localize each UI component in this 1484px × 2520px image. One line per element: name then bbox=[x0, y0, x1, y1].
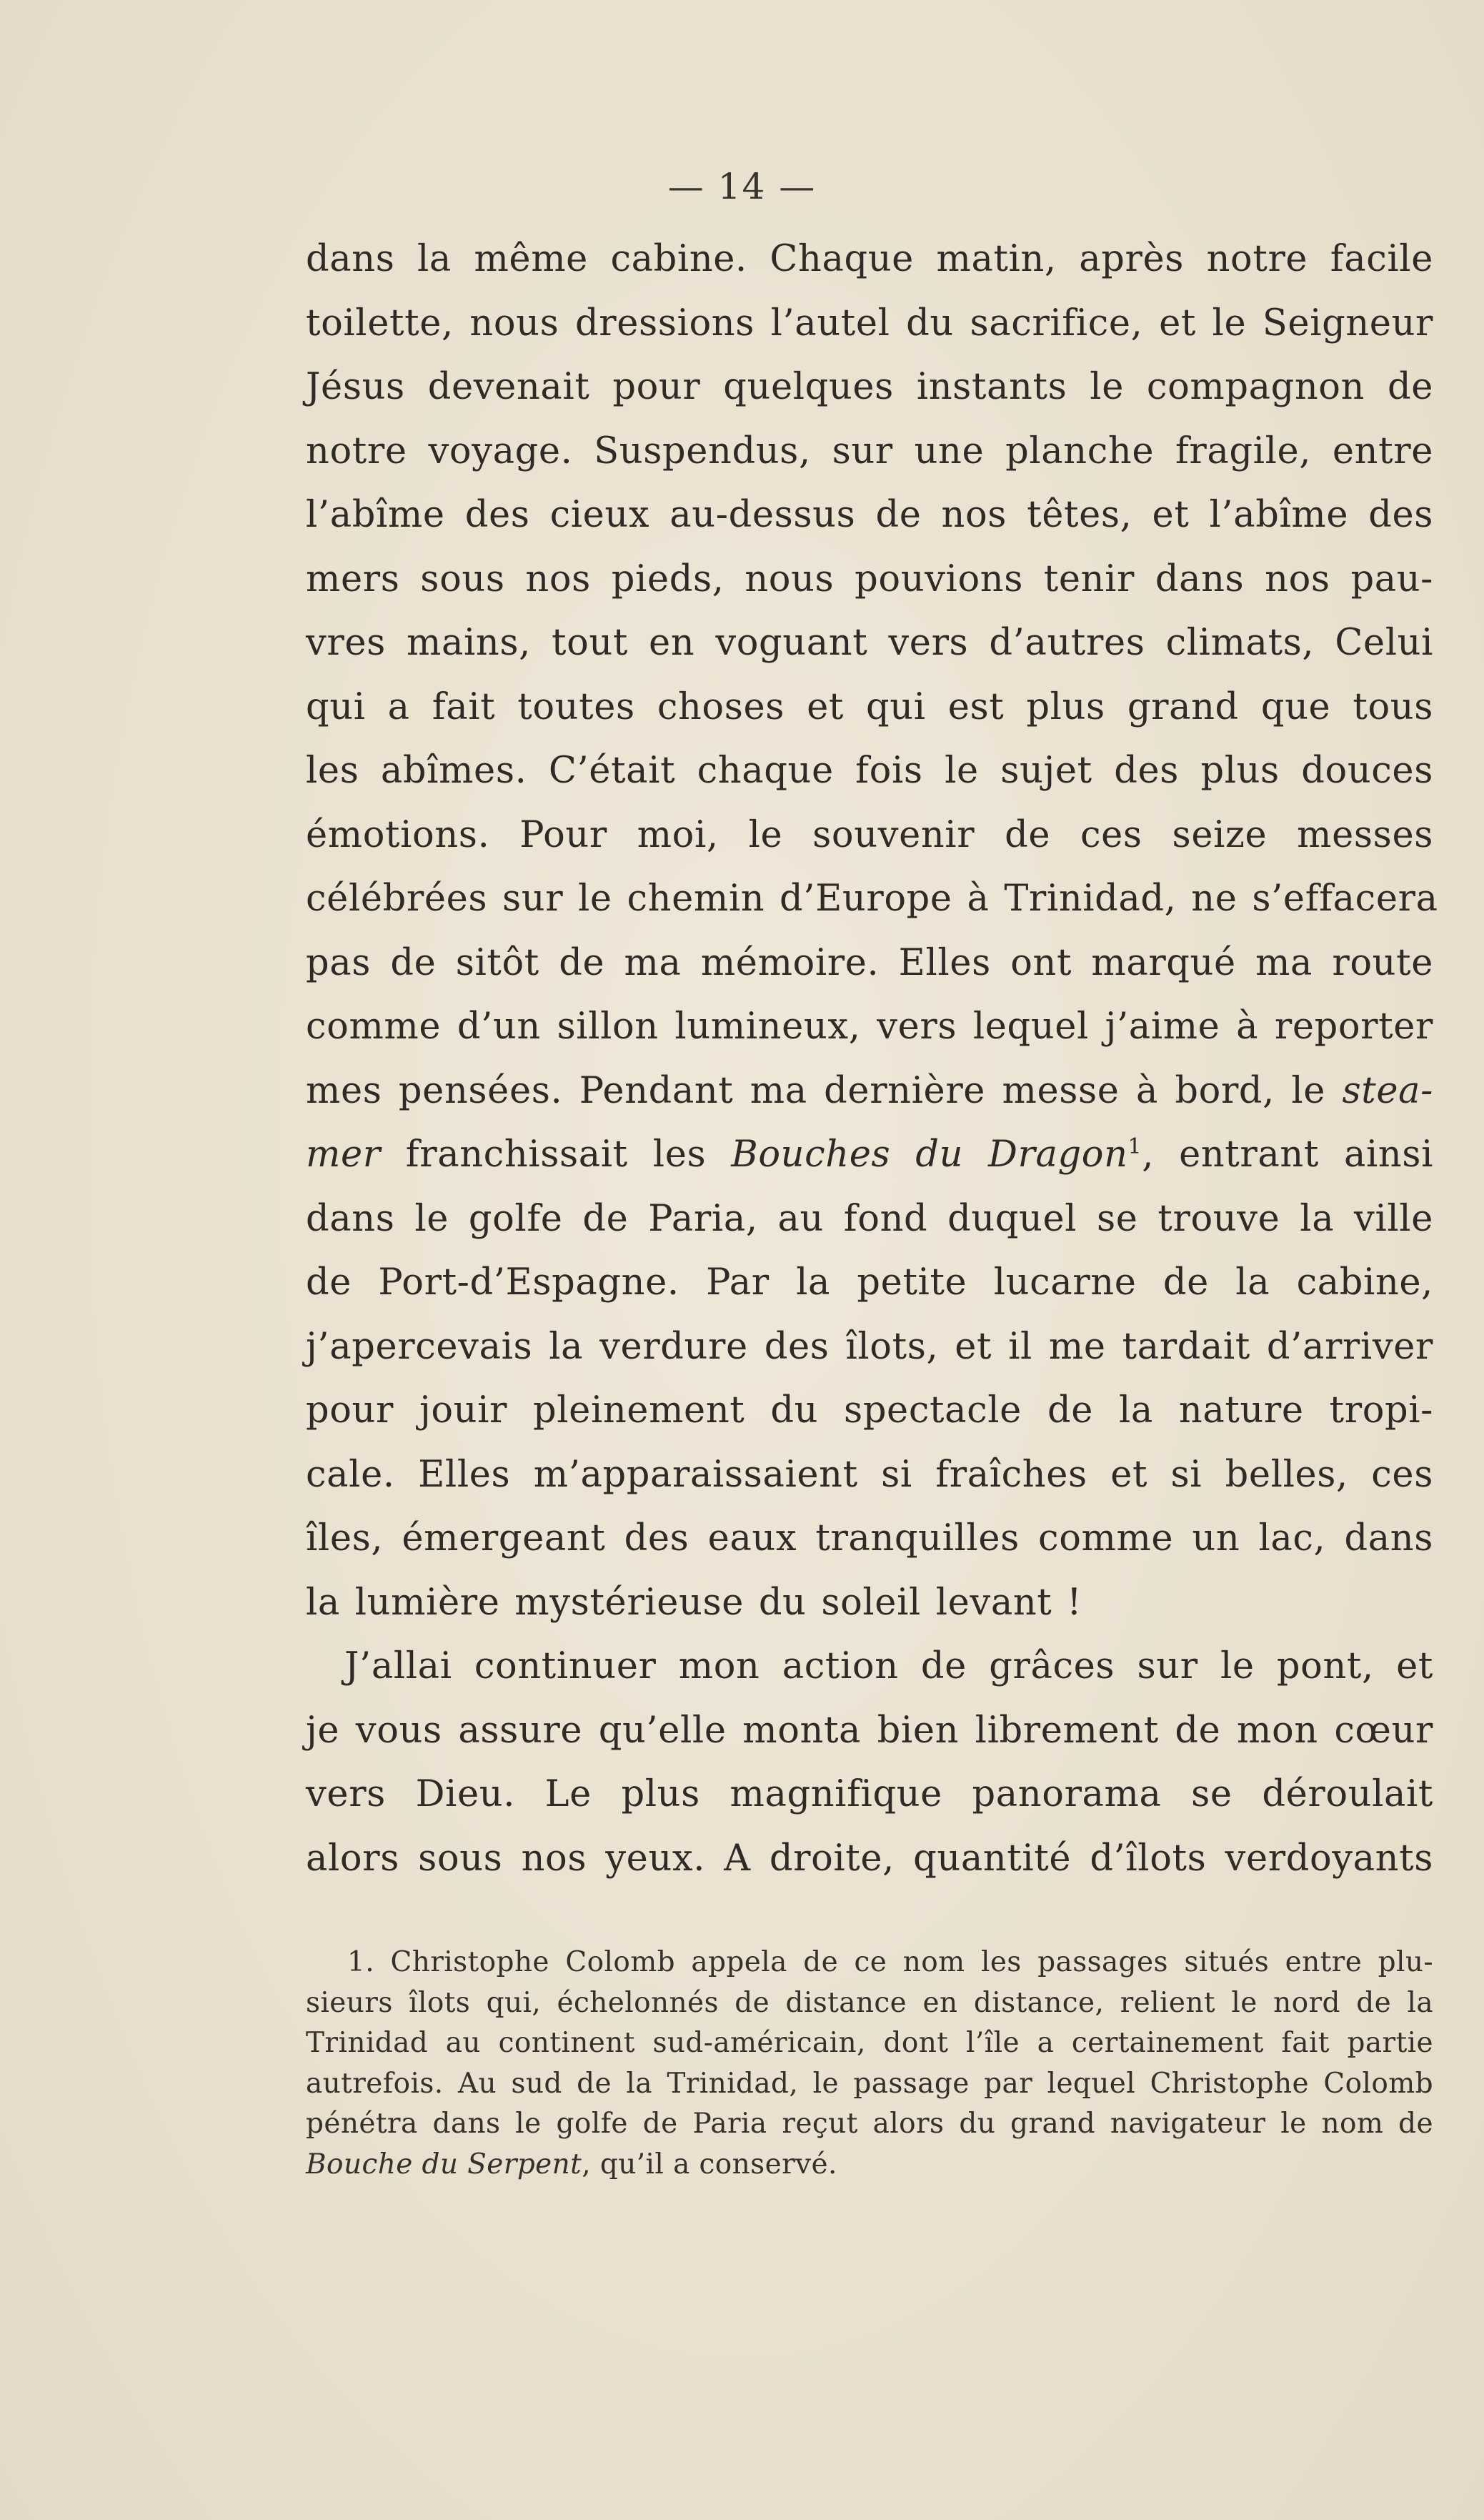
text-line: pas de sitôt de ma mémoire. Elles ont marqué ma route bbox=[306, 941, 1433, 984]
footnote-line: 1. Christophe Colomb appela de ce nom les passages situés entre plu- bbox=[347, 1946, 1433, 1978]
footnote-line: autrefois. Au sud de la Trinidad, le passage par lequel Christophe Colomb bbox=[306, 2067, 1433, 2100]
italic-text: stea- bbox=[1342, 1069, 1433, 1112]
text-line: de Port-d’Espagne. Par la petite lucarne de la cabine, bbox=[306, 1261, 1433, 1304]
footnote-line: sieurs îlots qui, échelonnés de distance en distance, relient le nord de la bbox=[306, 1986, 1433, 2019]
footnote bbox=[306, 1943, 1433, 2185]
text-line: Jésus devenait pour quelques instants le compagnon de bbox=[306, 366, 1433, 408]
footnote-line bbox=[306, 2145, 1433, 2186]
text-line: qui a fait toutes choses et qui est plus grand que tous bbox=[306, 685, 1433, 728]
text-line: alors sous nos yeux. A droite, quantité d’îlots verdoyants bbox=[306, 1837, 1433, 1880]
text-line: notre voyage. Suspendus, sur une planche fragile, entre bbox=[306, 430, 1433, 472]
text-line: la lumière mystérieuse du soleil levant ! bbox=[306, 1581, 1082, 1624]
text-segment: franchissait les bbox=[380, 1133, 732, 1176]
text-segment: mes pensées. Pendant ma dernière messe à bord, le bbox=[306, 1069, 1343, 1112]
text-line: mers sous nos pieds, nous pouvions tenir dans nos pau- bbox=[306, 557, 1433, 600]
text-line bbox=[306, 1123, 1433, 1187]
footnote-line: Trinidad au continent sud-américain, dont l’île a certainement fait partie bbox=[306, 2027, 1433, 2059]
page-number: — 14 — bbox=[667, 166, 817, 207]
text-line: célébrées sur le chemin d’Europe à Trinidad, ne s’effacera bbox=[306, 878, 1438, 920]
text-line: vers Dieu. Le plus magnifique panorama se déroulait bbox=[306, 1773, 1433, 1815]
text-line: dans la même cabine. Chaque matin, après notre facile bbox=[306, 238, 1433, 280]
text-line: îles, émergeant des eaux tranquilles comme un lac, dans bbox=[306, 1517, 1433, 1559]
text-line: émotions. Pour moi, le souvenir de ces seize messes bbox=[306, 813, 1433, 856]
text-line: je vous assure qu’elle monta bien librement de mon cœur bbox=[306, 1709, 1433, 1752]
text-line: pour jouir pleinement du spectacle de la nature tropi- bbox=[306, 1389, 1433, 1432]
text-line: cale. Elles m’apparaissaient si fraîches et si belles, ces bbox=[306, 1453, 1433, 1496]
text-line: toilette, nous dressions l’autel du sacrifice, et le Seigneur bbox=[306, 302, 1433, 344]
footnote-reference[interactable]: 1 bbox=[1127, 1134, 1142, 1159]
text-line: les abîmes. C’était chaque fois le sujet des plus douces bbox=[306, 750, 1433, 792]
text-line: comme d’un sillon lumineux, vers lequel j’aime à reporter bbox=[306, 1006, 1433, 1048]
text-segment: , qu’il a conservé. bbox=[582, 2148, 837, 2181]
text-line: J’allai continuer mon action de grâces sur le pont, et bbox=[344, 1645, 1433, 1687]
footnote-line: pénétra dans le golfe de Paria reçut alors du grand navigateur le nom de bbox=[306, 2108, 1433, 2140]
italic-text: mer bbox=[306, 1133, 381, 1176]
text-line: dans le golfe de Paria, au fond duquel se trouve la ville bbox=[306, 1197, 1433, 1240]
italic-text: Bouche du Serpent bbox=[306, 2148, 582, 2181]
text-line: j’apercevais la verdure des îlots, et il me tardait d’arriver bbox=[306, 1325, 1433, 1368]
text-line bbox=[306, 1059, 1433, 1123]
main-text bbox=[306, 227, 1438, 1890]
text-segment: , entrant ainsi bbox=[1142, 1133, 1433, 1176]
text-line: l’abîme des cieux au-dessus de nos têtes, et l’abîme des bbox=[306, 494, 1433, 536]
italic-text: Bouches du Dragon bbox=[731, 1133, 1128, 1176]
text-line: vres mains, tout en voguant vers d’autres climats, Celui bbox=[306, 622, 1433, 664]
